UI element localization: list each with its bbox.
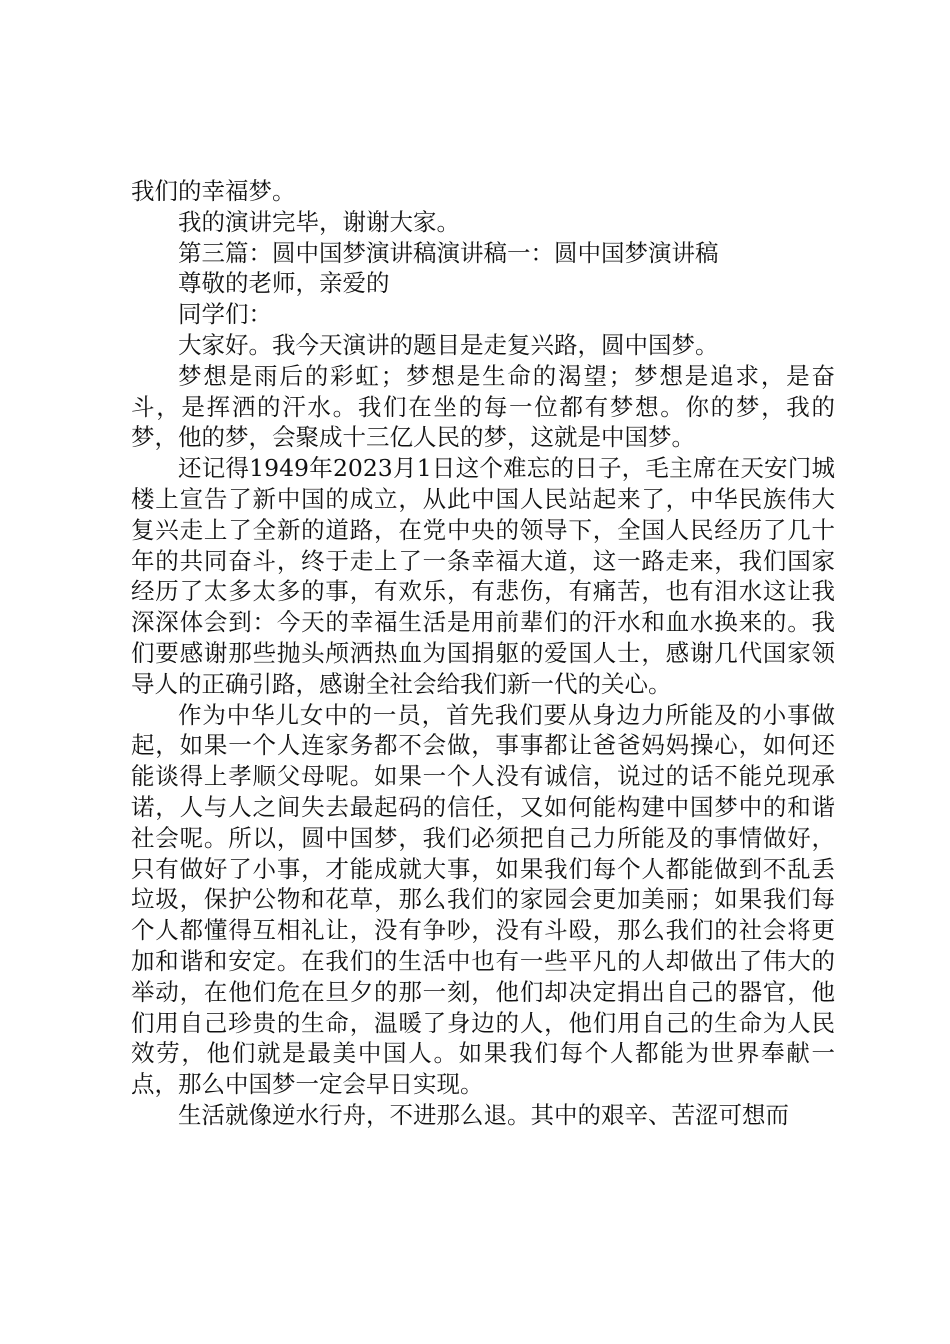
paragraph-life: 生活就像逆水行舟，不进那么退。其中的艰辛、苦涩可想而 bbox=[178, 1100, 789, 1129]
paragraph-continuation: 我们的幸福梦。 bbox=[131, 177, 296, 205]
paragraph-history: 还记得1949年2023月1日这个难忘的日子，毛主席在天安门城楼上宣告了新中国的成立，从此中国人民站起来了，中华民族伟大复兴走上了全新的道路，在党中央的领导下，全国人民经历了几十年的共同奋斗，终于走上了一条幸福大道，这一路走来，我们国家经历了太多太多的事，有欢乐，有悲伤，有痛苦，也有泪水这让我深深体会到：今天的幸福生活是用前辈们的汗水和血水换来的。我们要感谢那些抛头颅洒热血为国捐躯的爱国人士，感谢几代国家领导人的正确引路，感谢全社会给我们新一代的关心。 bbox=[131, 454, 835, 698]
salutation: 尊敬的老师，亲爱的 bbox=[178, 269, 390, 298]
paragraph-closing: 我的演讲完毕，谢谢大家。 bbox=[178, 207, 460, 236]
salutation-continued: 同学们： bbox=[178, 300, 272, 329]
section-heading: 第三篇：圆中国梦演讲稿演讲稿一：圆中国梦演讲稿 bbox=[178, 238, 719, 267]
document-body bbox=[131, 176, 835, 1131]
paragraph-dream: 梦想是雨后的彩虹；梦想是生命的渴望；梦想是追求，是奋斗，是挥洒的汗水。我们在坐的每一位都有梦想。你的梦，我的梦，他的梦，会聚成十三亿人民的梦，这就是中国梦。 bbox=[131, 361, 835, 452]
paragraph-action: 作为中华儿女中的一员，首先我们要从身边力所能及的小事做起，如果一个人连家务都不会做，事事都让爸爸妈妈操心，如何还能谈得上孝顺父母呢。如果一个人没有诚信，说过的话不能兑现承诺，人与人之间失去最起码的信任，又如何能构建中国梦中的和谐社会呢。所以，圆中国梦，我们必须把自己力所能及的事情做好，只有做好了小事，才能成就大事，如果我们每个人都能做到不乱丢垃圾，保护公物和花草，那么我们的家园会更加美丽；如果我们每个人都懂得互相礼让，没有争吵，没有斗殴，那么我们的社会将更加和谐和安定。在我们的生活中也有一些平凡的人却做出了伟大的举动，在他们危在旦夕的那一刻，他们却决定捐出自己的器官，他们用自己珍贵的生命，温暖了身边的人，他们用自己的生命为人民效劳，他们就是最美中国人。如果我们每个人都能为世界奉献一点，那么中国梦一定会早日实现。 bbox=[131, 700, 835, 1099]
paragraph-greeting: 大家好。我今天演讲的题目是走复兴路，圆中国梦。 bbox=[178, 330, 719, 359]
